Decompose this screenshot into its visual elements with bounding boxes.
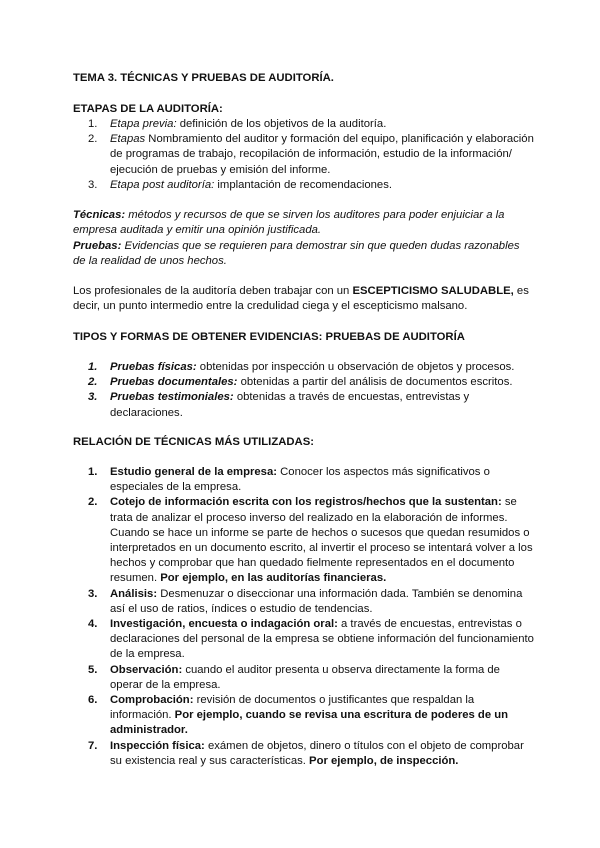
tipo-text: obtenidas a partir del análisis de documentos escritos. (237, 376, 513, 389)
tecnica-text: exámen de objetos, dinero o títulos con el objeto de comprobar su existencia real y sus características. (110, 739, 524, 767)
etapa-name: Etapa post auditoría (110, 178, 212, 191)
etapa-text: implantación de recomendaciones. (214, 178, 392, 191)
escepticismo-paragraph: Los profesionales de la auditoría deben trabajar con un ESCEPTICISMO SALUDABLE, es decir, un punto intermedio entre la credulidad ciega y el escepticismo malsano. (73, 285, 529, 313)
tecnica-name: Observación: (110, 663, 183, 676)
tecnica-text: a través de encuestas, entrevistas o declaraciones del personal de la empresa se obtiene información del funcionamiento de la empresa. (110, 618, 534, 661)
tecnica-item: 7. Inspección física: exámen de objetos, dinero o títulos con el objeto de comprobar su existencia real y sus características. Por ejemplo, de inspección. (88, 739, 524, 767)
etapa-item: 1. Etapa previa: definición de los objetivos de la auditoría. (88, 118, 387, 130)
etapa-name: Etapas (110, 133, 146, 146)
etapa-text: Nombramiento del auditor y formación del equipo, planificación y elaboración de programas de trabajo, recopilación de información, estudio de la información/ ejecución de pruebas y emisión del informe. (110, 133, 534, 176)
etapa-item: 2. Etapas Nombramiento del auditor y formación del equipo, planificación y elaboración de programas de trabajo, recopilación de información, estudio de la información/ ejecución de pruebas y emisión del informe. (88, 133, 534, 176)
tipo-item: 1. Pruebas físicas: obtenidas por inspección u observación de objetos y procesos. (88, 361, 515, 373)
tecnica-name: Investigación, encuesta o indagación oral: (110, 618, 338, 631)
etapa-name: Etapa previa (110, 118, 174, 130)
tecnica-example: Por ejemplo, cuando se revisa una escritura de poderes de un administrador. (110, 709, 509, 737)
tecnica-text: revisión de documentos o justificantes que respaldan la información. (110, 694, 475, 722)
tipos-list (88, 360, 535, 421)
etapa-text: definición de los objetivos de la auditoría. (176, 118, 387, 130)
tecnica-text: Desmenuzar o diseccionar una información dada. También se denomina así el uso de ratios, índices o estudio de tendencias. (110, 587, 523, 615)
tecnica-name: Inspección física: (110, 739, 205, 752)
pruebas-definition: Pruebas: Evidencias que se requieren para demostrar sin que queden dudas razonables de la realidad de unos hechos. (73, 240, 520, 268)
etapas-heading: ETAPAS DE LA AUDITORÍA: (73, 103, 223, 115)
tecnica-item: 6. Comprobación: revisión de documentos o justificantes que respaldan la información. Por ejemplo, cuando se revisa una escritura de poderes de un administrador. (88, 694, 509, 737)
tipo-name: Pruebas físicas: (110, 361, 197, 373)
tecnica-example: Por ejemplo, de inspección. (309, 754, 459, 767)
document-title: TEMA 3. TÉCNICAS Y PRUEBAS DE AUDITORÍA. (73, 72, 334, 84)
relacion-list (88, 465, 535, 769)
tipos-heading: TIPOS Y FORMAS DE OBTENER EVIDENCIAS: PRUEBAS DE AUDITORÍA (73, 331, 465, 343)
tecnica-item: 3. Análisis: Desmenuzar o diseccionar una información dada. También se denomina así el uso de ratios, índices o estudio de tendencias. (88, 587, 523, 615)
relacion-heading: RELACIÓN DE TÉCNICAS MÁS UTILIZADAS: (73, 436, 314, 448)
tecnicas-definition: Técnicas: métodos y recursos de que se sirven los auditores para poder enjuiciar a la empresa auditada y emitir una opinión justificada. (73, 209, 505, 237)
tipo-name: Pruebas testimoniales: (110, 391, 234, 404)
tipo-text: obtenidas por inspección u observación de objetos y procesos. (196, 361, 515, 373)
tecnica-item: 2. Cotejo de información escrita con los registros/hechos que la sustentan: se trata de analizar el proceso inverso del realizado en la elaboración de informes. Cuando se hace un informe se parte de hechos o sucesos que quedan resumidos o interpretados en un documento escrito, al invertir el proceso se intentará volver a los hechos y comprobar que han quedado fielmente representados en el documento resumen. Por ejemplo, en las auditorías financieras. (88, 496, 533, 585)
tecnica-item: 5. Observación: cuando el auditor presenta u observa directamente la forma de operar de la empresa. (88, 663, 500, 691)
etapas-list (88, 117, 535, 193)
tecnica-name: Comprobación: (110, 694, 194, 707)
tecnica-name: Análisis: (110, 587, 158, 600)
tipo-item: 3. Pruebas testimoniales: obtenidas a través de encuestas, entrevistas y declaraciones. (88, 391, 470, 419)
etapa-item: 3. Etapa post auditoría: implantación de recomendaciones. (88, 178, 392, 191)
tipo-item: 2. Pruebas documentales: obtenidas a partir del análisis de documentos escritos. (88, 376, 513, 389)
tecnica-text: Conocer los aspectos más significativos o especiales de la empresa. (110, 466, 490, 494)
tipo-name: Pruebas documentales: (110, 376, 238, 389)
tecnica-text: cuando el auditor presenta u observa directamente la forma de operar de la empresa. (110, 663, 500, 691)
tecnica-name: Cotejo de información escrita con los registros/hechos que la sustentan: (110, 496, 502, 509)
tecnica-item: 1. Estudio general de la empresa: Conocer los aspectos más significativos o especiales de la empresa. (88, 466, 490, 494)
tecnica-example: Por ejemplo, en las auditorías financieras. (160, 572, 387, 585)
tecnica-text: se trata de analizar el proceso inverso del realizado en la elaboración de informes. Cuando se hace un informe se parte de hechos o sucesos que quedan resumidos o interpretados en un documento escrito, al invertir el proceso se intentará volver a los hechos y comprobar que han quedado fielmente representados en el documento resumen. (110, 496, 533, 585)
tipo-text: obtenidas a través de encuestas, entrevistas y declaraciones. (110, 391, 470, 419)
tecnica-name: Estudio general de la empresa: (110, 466, 277, 478)
tecnica-item: 4. Investigación, encuesta o indagación oral: a través de encuestas, entrevistas o declaraciones del personal de la empresa se obtiene información del funcionamiento de la empresa. (88, 618, 534, 661)
